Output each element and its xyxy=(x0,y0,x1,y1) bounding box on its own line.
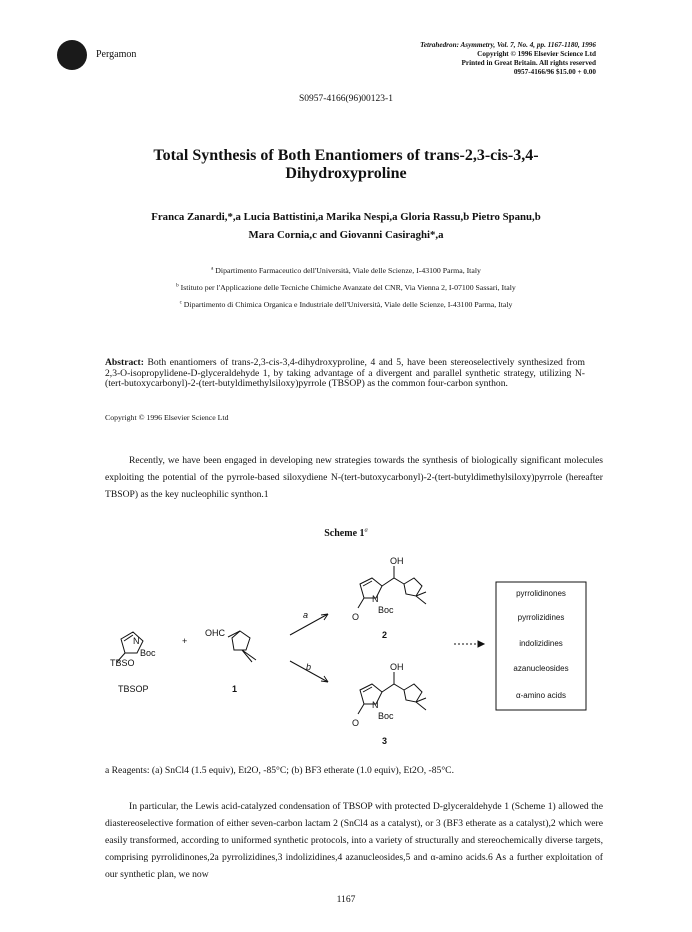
affiliation-text: Dipartimento di Chimica Organica e Industriale dell'Università, Viale delle Scienze, I-43100 Parma, Italy xyxy=(183,300,513,309)
abstract-copyright: Copyright © 1996 Elsevier Science Ltd xyxy=(105,413,229,422)
abstract xyxy=(105,358,585,390)
affiliation-mark: a xyxy=(211,265,214,272)
compound-3-o: O xyxy=(352,718,360,728)
arrow-b-label: b xyxy=(306,662,312,672)
publisher-name: Pergamon xyxy=(96,49,137,60)
affiliation-text: Dipartimento Farmaceutico dell'Università, Viale delle Scienze, I-43100 Parma, Italy xyxy=(215,266,481,275)
abstract-label: Abstract: xyxy=(105,357,144,368)
compound-3-n: N xyxy=(372,700,379,710)
target-item: indolizidines xyxy=(519,639,563,648)
dioxolane-3 xyxy=(404,684,422,702)
tbsop-boc: Boc xyxy=(140,648,156,658)
affiliation-text: Istituto per l'Applicazione delle Tecniche Chimiche Avanzate del CNR, Via Vienna 2, I-07100 Sassari, Italy xyxy=(180,283,516,292)
author-line-1: Franca Zanardi,*,a Lucia Battistini,a Marika Nespi,a Gloria Rassu,b Pietro Spanu,b xyxy=(151,211,541,223)
target-item: pyrrolizidines xyxy=(517,613,565,622)
tbso-label: TBSO xyxy=(110,658,135,668)
intro-paragraph: Recently, we have been engaged in developing new strategies towards the synthesis of biologically significant molecules exploiting the potential of the pyrrole-based siloxydiene N-(tert-butoxycarbonyl)-2-(tert-butyldimethylsiloxy)pyrrole (hereafter TBSOP) as the key nucleophilic synthon.1 xyxy=(105,455,603,500)
plus-sign: + xyxy=(182,636,188,646)
title-line-2: Dihydroxyproline xyxy=(285,165,407,182)
journal-citation: Tetrahedron: Asymmetry, Vol. 7, No. 4, pp. 1167-1180, 1996 xyxy=(420,41,596,49)
pergamon-logo xyxy=(57,40,87,70)
affiliation-mark: b xyxy=(176,282,179,289)
scheme-diagram xyxy=(0,540,692,755)
page-number: 1167 xyxy=(336,894,356,905)
affiliation-a xyxy=(60,266,632,275)
compound-2-boc: Boc xyxy=(378,605,394,615)
abstract-text: Both enantiomers of trans-2,3-cis-3,4-dihydroxyproline, 4 and 5, have been stereoselectively synthesized from 2,3-O-isopropylidene-D-glyceraldehyde 1, by taking advantage of a divergent and parallel synthetic strategy, utilizing N-(tert-butoxycarbonyl)-2-(tert-butyldimethylsiloxy)pyrrole (TBSOP) as the common four-carbon synthon. xyxy=(105,357,585,390)
compound-2-oh: OH xyxy=(390,556,404,566)
arrow-a-label: a xyxy=(303,610,309,620)
author-line-2: Mara Cornia,c and Giovanni Casiraghi*,a xyxy=(248,229,444,241)
scheme-title-sup: a xyxy=(364,526,368,534)
affiliation-c xyxy=(60,300,632,309)
compound-2-n: N xyxy=(372,594,379,604)
title-line-1: Total Synthesis of Both Enantiomers of trans-2,3-cis-3,4- xyxy=(153,147,539,164)
paper-title xyxy=(60,147,632,183)
compound-3-boc: Boc xyxy=(378,711,394,721)
target-item: pyrrolidinones xyxy=(516,589,566,598)
target-item: α-amino acids xyxy=(516,691,566,700)
author-list xyxy=(60,208,632,244)
pii-code: S0957-4166(96)00123-1 xyxy=(299,94,393,104)
tbsop-label: TBSOP xyxy=(118,684,149,694)
target-item: azanucleosides xyxy=(513,664,569,673)
compound-1-label: 1 xyxy=(232,684,238,694)
scheme-reagents: a Reagents: (a) SnCl4 (1.5 equiv), Et2O, -85°C; (b) BF3 etherate (1.0 equiv), Et2O, -85°C. xyxy=(105,765,454,776)
affiliation-b xyxy=(60,283,632,292)
journal-printed: Printed in Great Britain. All rights reserved xyxy=(461,59,596,67)
dioxolane-2 xyxy=(404,578,422,596)
journal-issn: 0957-4166/96 $15.00 + 0.00 xyxy=(513,68,596,76)
compound-2-label: 2 xyxy=(382,630,388,640)
journal-copyright: Copyright © 1996 Elsevier Science Ltd xyxy=(477,50,596,58)
body-paragraph: In particular, the Lewis acid-catalyzed condensation of TBSOP with protected D-glyceraldehyde 1 (Scheme 1) allowed the diastereoselective formation of either seven-carbon lactam 2 (SnCl4 as a catalyst), or 3 (BF3 etherate as a catalyst),2 which were easily transformed, according to uniformed synthetic protocols, into a variety of structurally and stereochemically diverse targets, comprising pyrrolidinones,2a pyrrolizidines,3 indolizidines,4 azanucleosides,5 and α-amino acids.6 As a further exploitation of our synthetic plan, we now xyxy=(105,801,603,880)
compound-3-oh: OH xyxy=(390,662,404,672)
ohc-label: OHC xyxy=(205,628,225,638)
affiliation-mark: c xyxy=(179,299,182,306)
compound-3-label: 3 xyxy=(382,736,388,746)
scheme-title-text: Scheme 1 xyxy=(324,528,365,539)
scheme-title xyxy=(0,528,692,539)
compound-2-o: O xyxy=(352,612,360,622)
tbsop-n: N xyxy=(133,636,140,646)
journal-header xyxy=(296,41,596,77)
